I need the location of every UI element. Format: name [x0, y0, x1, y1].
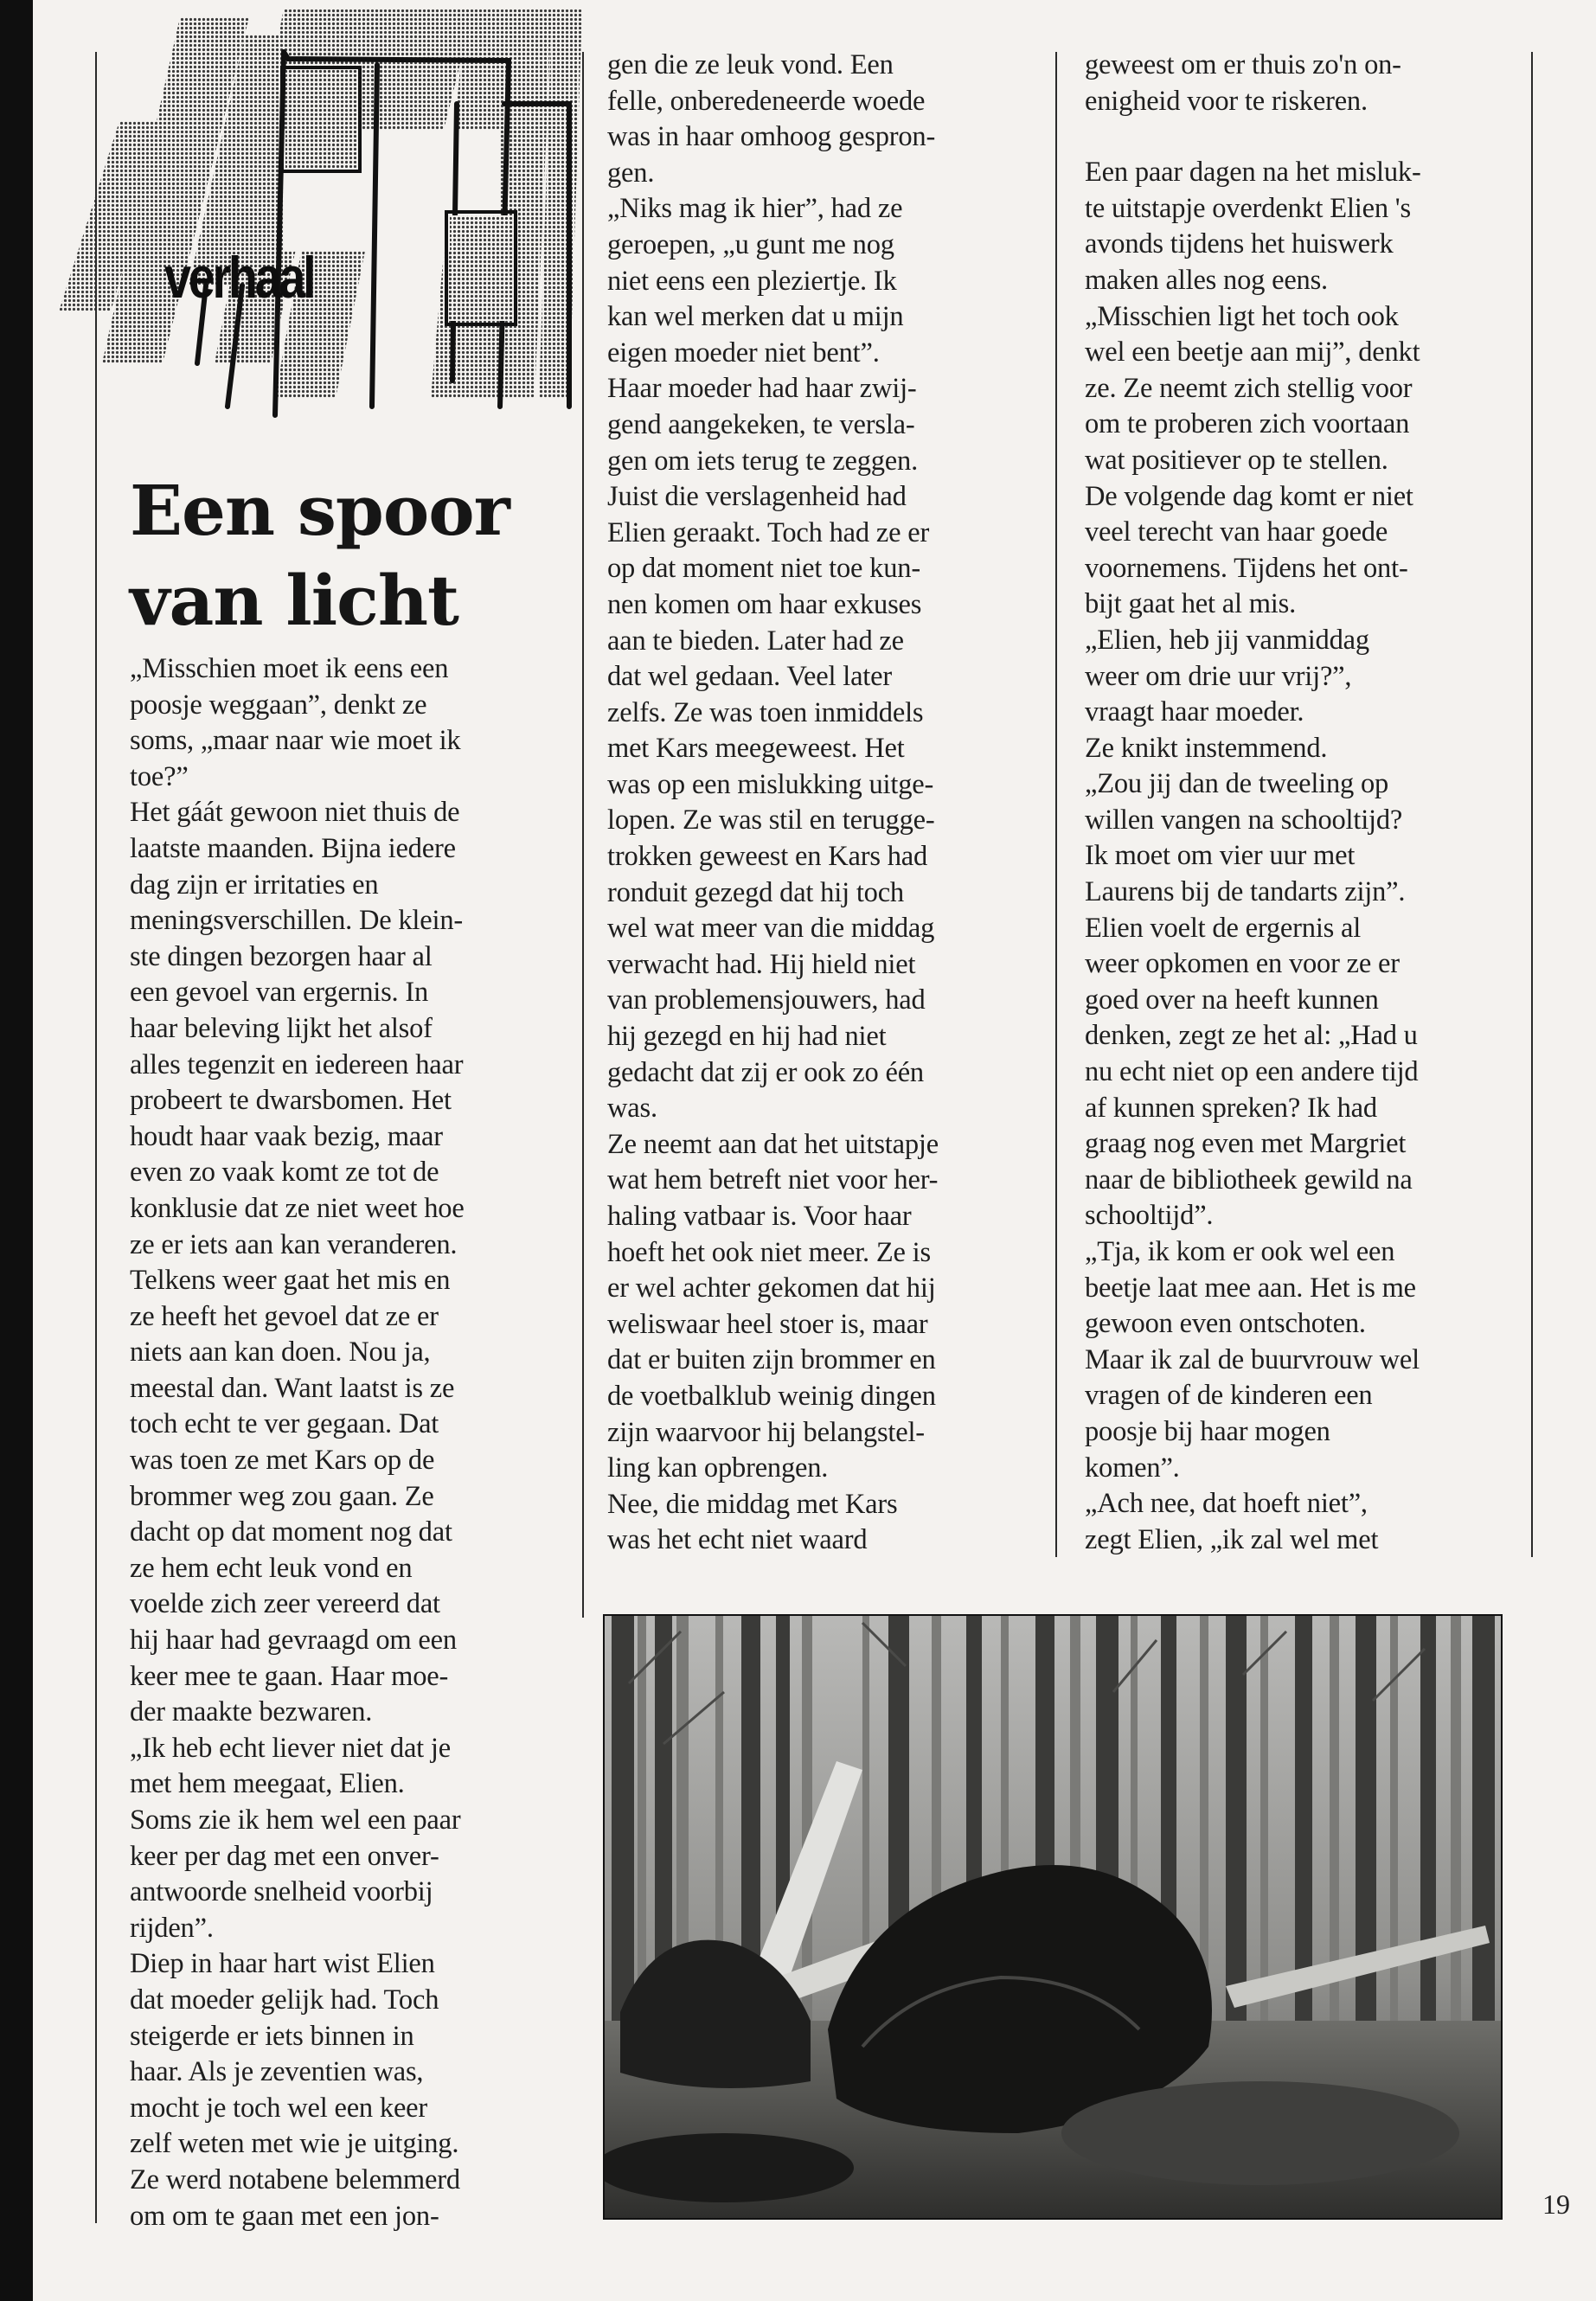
text-column-2: [607, 48, 1040, 1559]
paragraph: Nee, die middag met Kars was het echt niet waard: [607, 1488, 898, 1556]
section-logo: [50, 0, 604, 424]
column-divider-1: [582, 52, 584, 1618]
paragraph: „Niks mag ik hier”, had ze geroepen, „u gunt me nog niet eens een pleziertje. Ik kan wel merken dat u mijn eigen moeder niet bent”.: [607, 193, 904, 369]
paragraph: „Elien, heb jij vanmiddag weer om drie uur vrij?”, vraagt haar moeder.: [1085, 624, 1369, 728]
article-title: [130, 465, 545, 645]
paragraph: „Misschien moet ik eens een poosje weggaan”, denkt ze soms, „maar naar wie moet ik toe?”: [130, 653, 461, 792]
paragraph: Het gáát gewoon niet thuis de laatste maanden. Bijna iedere dag zijn er irritaties en meningsverschillen. De klein- ste dingen bezorgen haar al een gevoel van ergernis. In haar beleving lijkt het alsof alles tegenzit en iedereen haar probeert te dwarsbomen. Het houdt haar vaak bezig, maar even zo vaak komt ze tot de konklusie dat ze niet weet hoe ze er iets aan kan veranderen. Telkens weer gaat het mis en ze heeft het gevoel dat ze er niets aan kan doen. Nou ja, meestal dan. Want laatst is ze toch echt te ver gegaan. Dat was toen ze met Kars op de brommer weg zou gaan. Ze dacht op dat moment nog dat ze hem echt leuk vond en voelde zich zeer vereerd dat hij haar had gevraagd om een keer mee te gaan. Haar moe- der maakte bezwaren.: [130, 797, 465, 1728]
paragraph: gen die ze leuk vond. Een felle, onberedeneerde woede was in haar omhoog gespron- gen.: [607, 49, 936, 189]
paragraph: „Ach nee, dat hoeft niet”, zegt Elien, „ik zal wel met: [1085, 1488, 1379, 1555]
paragraph: „Zou jij dan de tweeling op willen vangen na schooltijd? Ik moet om vier uur met Laurens bij de tandarts zijn”. Elien voelt de ergernis al weer opkomen en voor ze er goed over na heeft kunnen denken, zegt ze het al: „Had u nu echt niet op een andere tijd af kunnen spreken? Ik had graag nog even met Margriet naar de bibliotheek gewild na schooltijd”.: [1085, 768, 1419, 1232]
text-column-1: [130, 651, 545, 2234]
paragraph: Ze neemt aan dat het uitstapje wat hem betreft niet voor her- haling vatbaar is. Voor haar hoeft het ook niet meer. Ze is er wel achter gekomen dat hij weliswaar heel stoer is, maar dat er buiten zijn brommer en de voetbalklub weinig dingen zijn waarvoor hij belangstel- ling kan opbrengen.: [607, 1128, 939, 1484]
paragraph: „Tja, ik kom er ook wel een beetje laat mee aan. Het is me gewoon even ontschoten. Maar ik zal de buurvrouw wel vragen of de kinderen een poosje bij haar mogen komen”.: [1085, 1236, 1420, 1484]
paragraph: Haar moeder had haar zwij- gend aangekeken, te versla- gen om iets terug te zeggen. Juist die verslagenheid had Elien geraakt. Toch had ze er op dat moment niet toe kun- nen komen om haar exkuses aan te bieden. Later had ze dat wel gedaan. Veel later zelfs. Ze was toen inmiddels met Kars meegeweest. Het was op een mislukking uitge- lopen. Ze was stil en terugge- trokken geweest en Kars had ronduit gezegd dat hij toch wel wat meer van die middag verwacht had. Hij hield niet van problemensjouwers, had hij gezegd en hij had niet gedacht dat zij er ook zo één was.: [607, 373, 935, 1125]
paragraph: „Ik heb echt liever niet dat je met hem meegaat, Elien. Soms zie ik hem wel een paar keer per dag met een onver- antwoorde snelheid voorbij rijden”.: [130, 1732, 461, 1944]
title-line-1: Een spoor: [130, 470, 510, 551]
column-rule-left: [95, 52, 97, 2223]
paragraph: Een paar dagen na het misluk- te uitstapje overdenkt Elien 's avonds tijdens het huiswerk maken alles nog eens.: [1085, 157, 1421, 296]
section-label: verhaal: [164, 245, 314, 311]
paragraph: Diep in haar hart wist Elien dat moeder gelijk had. Toch steigerde er iets binnen in haar. Als je zeventien was, mocht je toch wel een keer zelf weten met wie je uitging. Ze werd notabene belemmerd om om te gaan met een jon-: [130, 1948, 460, 2232]
page-number: 19: [1542, 2189, 1570, 2220]
column-divider-2: [1055, 52, 1057, 1557]
paragraph: geweest om er thuis zo'n on- enigheid voor te riskeren.: [1085, 49, 1401, 117]
column-rule-right: [1531, 52, 1533, 1557]
text-column-3: [1085, 48, 1517, 1558]
title-line-2: van licht: [130, 560, 458, 641]
paragraph: „Misschien ligt het toch ook wel een beetje aan mij”, denkt ze. Ze neemt zich stellig voor om te proberen zich voortaan wat positiever op te stellen. De volgende dag komt er niet veel terecht van haar goede voornemens. Tijdens het ont- bijt gaat het al mis.: [1085, 300, 1420, 620]
page-edge: [0, 0, 33, 2301]
forest-photo: [603, 1614, 1503, 2220]
paragraph: Ze knikt instemmend.: [1085, 732, 1328, 764]
